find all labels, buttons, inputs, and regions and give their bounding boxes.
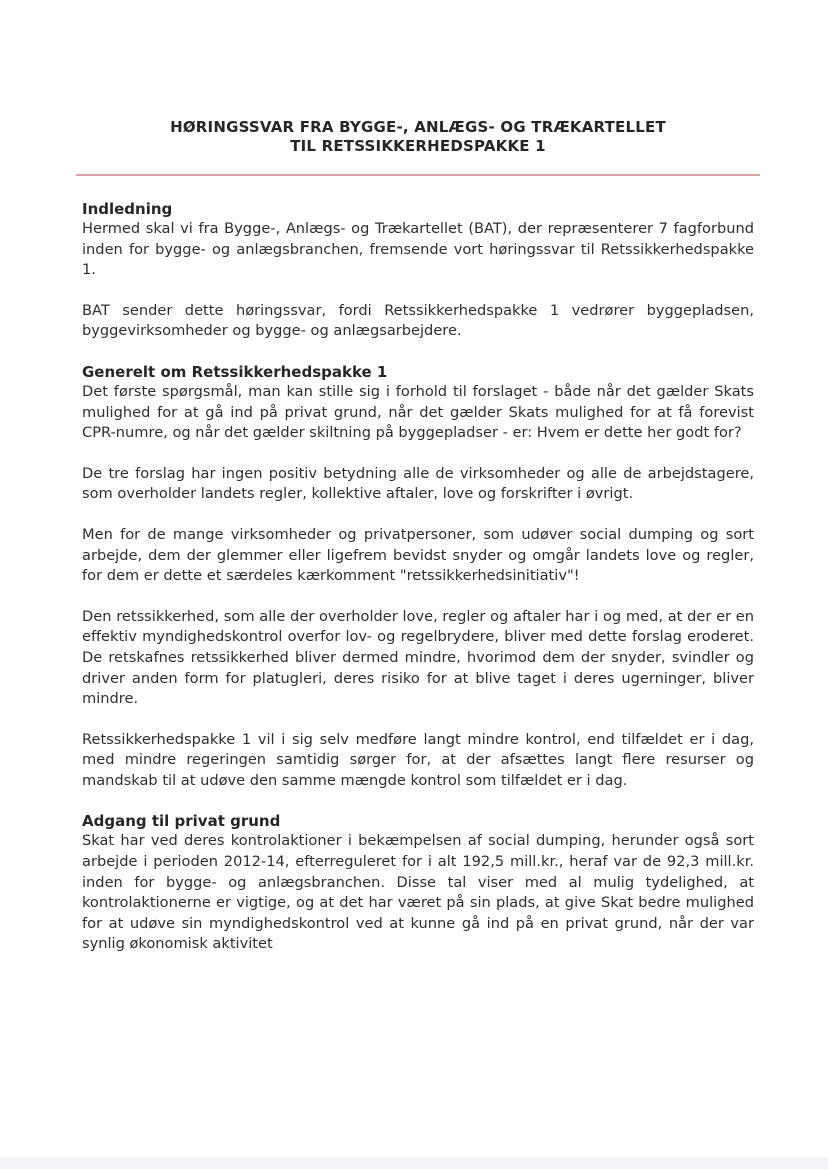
paragraph: Retssikkerhedspakke 1 vil i sig selv medføre langt mindre kontrol, end tilfældet er i dag, med mindre regeringen samtidig sørger for, at der afsættes langt flere resurser og mandskab til at udøve den samme mængde kontrol som tilfældet er i dag. (82, 730, 754, 789)
paragraph: Det første spørgsmål, man kan stille sig i forhold til forslaget - både når det gælder Skats mulighed for at gå ind på privat grund, når det gælder Skats mulighed for at få forevist CPR-numre, og når det gælder skiltning på byggepladser - er: Hvem er dette her godt for? (82, 382, 754, 442)
paragraph: Hermed skal vi fra Bygge-, Anlægs- og Trækartellet (BAT), der repræsenterer 7 fagforbund inden for bygge- og anlægsbranchen, fremsende vort høringssvar til Retssikkerhedspakke 1. (82, 220, 754, 279)
paragraph: BAT sender dette høringssvar, fordi Retssikkerhedspakke 1 vedrører byggepladsen, byggevirksomheder og bygge- og anlægsarbejdere. (82, 301, 754, 340)
scan-bottom-edge (0, 1157, 828, 1169)
section-heading-generelt: Generelt om Retssikkerhedspakke 1 (82, 362, 388, 381)
paragraph: Skat har ved deres kontrolaktioner i bekæmpelsen af social dumping, herunder også sort arbejde i perioden 2012-14, efterreguleret for i alt 192,5 mill.kr., heraf var de 92,3 mill.kr. inden for bygge- og anlægsbranchen. Disse tal viser med al mulig tydelighed, at kontrolaktionerne er vigtige, og at det har været på sin plads, at give Skat bedre mulighed for at udøve sin myndighedskontrol ved at kunne gå ind på en privat grund, når der var synlig økonomisk aktivitet (82, 832, 754, 953)
paragraph: Men for de mange virksomheder og privatpersoner, som udøver social dumping og sort arbejde, dem der glemmer eller ligefrem bevidst snyder og omgår landets love og regler, for dem er dette et særdeles kærkomment "retssikkerhedsinitiativ"! (82, 525, 754, 585)
section-heading-indledning: Indledning (82, 200, 173, 218)
paragraph: De tre forslag har ingen positiv betydning alle de virksomheder og alle de arbejdstagere, som overholder landets regler, kollektive aftaler, love og forskrifter i øvrigt. (82, 464, 754, 503)
paragraph: Den retssikkerhed, som alle der overholder love, regler og aftaler har i og med, at der er en effektiv myndighedskontrol overfor lov- og regelbrydere, bliver med dette forslag eroderet. De retskafnes retssikkerhed bliver dermed mindre, hvorimod dem der snyder, svindler og driver anden form for platugleri, deres risiko for at blive taget i deres ugerninger, bliver mindre. (82, 607, 754, 708)
document-title (82, 118, 754, 156)
document-page (82, 118, 754, 955)
section-heading-adgang: Adgang til privat grund (82, 812, 281, 831)
title-line-2: TIL RETSSIKKERHEDSPAKKE 1 (290, 137, 546, 155)
title-line-1: HØRINGSSVAR FRA BYGGE-, ANLÆGS- OG TRÆKARTELLET (170, 118, 666, 136)
